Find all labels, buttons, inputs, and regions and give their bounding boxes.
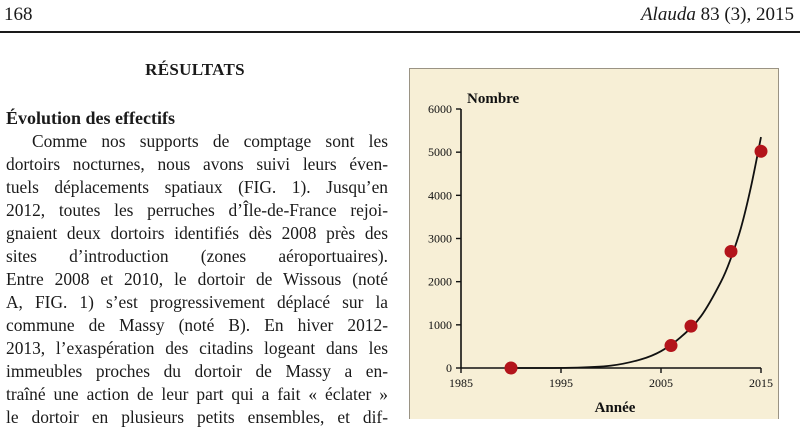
section-title: RÉSULTATS [145, 60, 245, 79]
paragraph-line: Entre 2008 et 2010, le dortoir de Wissous (noté [6, 269, 388, 289]
x-tick-label: 2005 [649, 376, 673, 390]
figure-panel [409, 68, 779, 419]
y-tick-label: 5000 [428, 145, 452, 160]
y-tick-label: 0 [446, 361, 452, 375]
subsection-title: Évolution des effectifs [6, 108, 175, 128]
journal-citation [641, 4, 794, 26]
data-point [755, 145, 768, 158]
paragraph-line: Comme nos supports de comptage sont les [32, 131, 388, 151]
page-number: 168 [4, 4, 33, 25]
data-point [665, 339, 678, 352]
data-point [685, 320, 698, 333]
paragraph-line: traîné une action de leur part qui a fait « éclater » [6, 384, 388, 404]
journal-issue: 83 (3), 2015 [700, 4, 794, 25]
paragraph-line: le dortoir en plusieurs petits ensembles, et dif- [6, 407, 388, 427]
header-rule [0, 31, 800, 33]
y-tick-label: 3000 [428, 231, 452, 246]
running-header [0, 0, 800, 34]
fit-curve-group [511, 137, 761, 368]
paragraph-line: A, FIG. 1) s’est progressivement déplacé sur la [6, 292, 388, 312]
y-tick-label: 6000 [428, 102, 452, 116]
y-tick-label: 1000 [428, 317, 452, 332]
paragraph-line: tuels déplacements spatiaux (FIG. 1). Jusqu’en [6, 177, 388, 197]
chart-axes [461, 109, 761, 368]
x-tick-label: 1995 [549, 376, 573, 390]
data-point [505, 362, 518, 375]
data-point [725, 245, 738, 258]
paragraph-line: dortoirs nocturnes, nous avons suivi leurs éven- [6, 154, 388, 174]
x-axis-label: Année [594, 400, 636, 416]
population-chart [410, 69, 778, 420]
paragraph-line: commune de Massy (noté B). En hiver 2012- [6, 315, 388, 335]
paragraph-line: gnaient deux dortoirs identifiés dès 2008 près des [6, 223, 388, 243]
paragraph-line: sites d’introduction (zones aéroportuaires). [6, 246, 388, 266]
paragraph-line: immeubles proches du dortoir de Massy a en- [6, 361, 388, 381]
paragraph-line: 2012, toutes les perruches d’Île-de-France rejoi- [6, 200, 388, 220]
body-paragraph [6, 130, 388, 427]
y-tick-label: 4000 [428, 188, 452, 203]
x-tick-label: 2015 [749, 376, 773, 390]
chart-ticks [428, 102, 773, 390]
data-points [505, 145, 768, 375]
y-axis-label: Nombre [467, 91, 520, 107]
fit-curve [511, 137, 761, 368]
journal-name: Alauda [640, 4, 696, 25]
paragraph-line: 2013, l’exaspération des citadins logeant dans les [6, 338, 388, 358]
y-tick-label: 2000 [428, 274, 452, 289]
x-tick-label: 1985 [449, 376, 473, 390]
